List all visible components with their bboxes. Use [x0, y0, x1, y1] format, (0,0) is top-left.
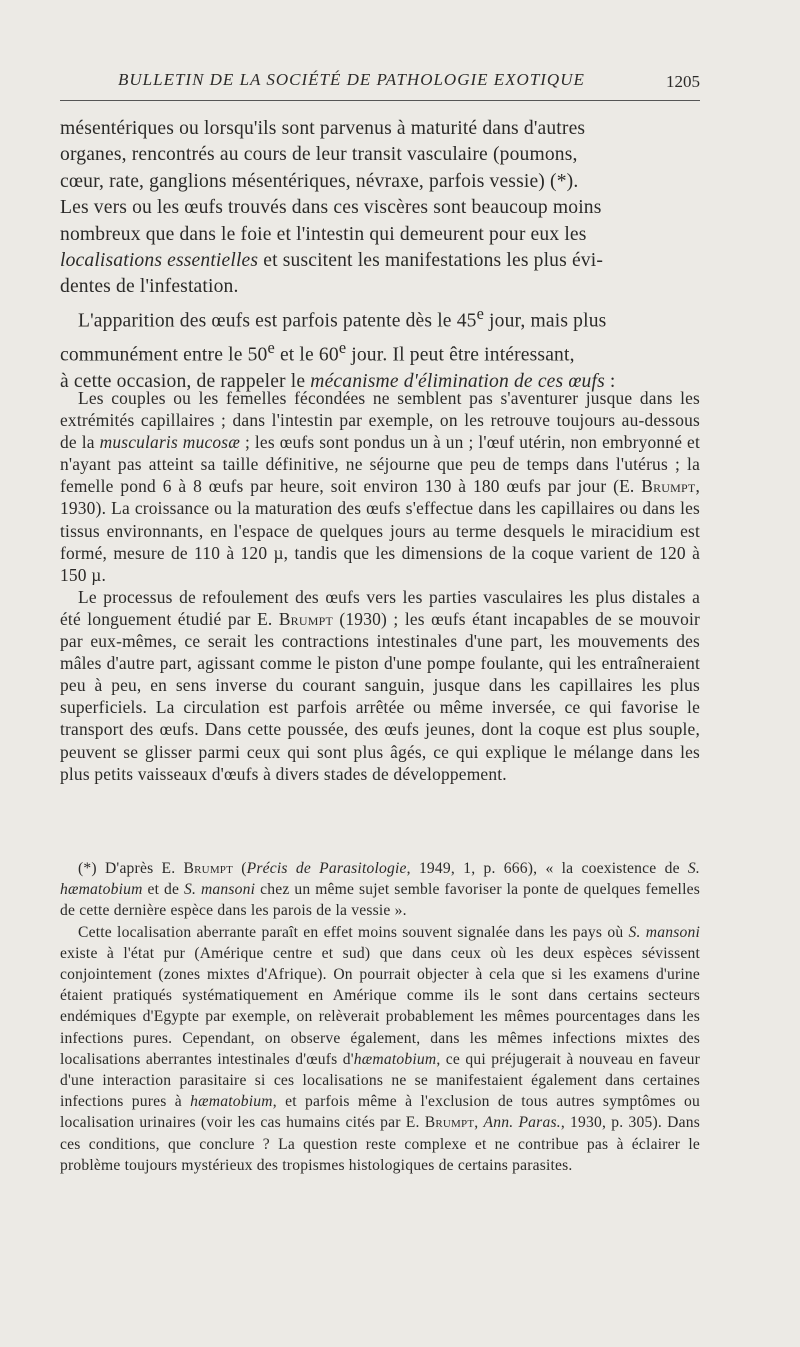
footnote	[60, 858, 700, 922]
text-line: organes, rencontrés au cours de leur transit vasculaire (poumons,	[60, 144, 578, 166]
small-print-section	[60, 387, 700, 785]
text-line: mésentériques ou lorsqu'ils sont parvenus à maturité dans d'autres	[60, 118, 586, 139]
superscript: e	[338, 337, 347, 357]
text: (1930) ; les œufs étant incapables de se mouvoir par eux-mêmes, ce serait les contractions intestinales d'une part, les mouvements des mâles d'autre part, agissant comme le piston d'une pompe foulante, qui les entraîneraient peu à peu, en sens inverse du courant sanguin, jusque dans les capillaires les plus superficiels. La circulation est parfois arrêtée ou même inversée, ce qui favorise le transport des œufs. Dans cette poussée, des œufs jeunes, dont la coque est plus souple, peuvent se glisser parmi ceux qui sont plus âgés, ce qui explique le mélange dans les plus petits vaisseaux d'œufs à divers stades de développement.	[60, 608, 700, 784]
text-line: communément entre le 50	[60, 344, 268, 366]
text: , ce qui préjugerait à nouveau en faveur d'une interaction parasitaire si ces localisations ne se manifestaient également dans certaines infections pures à	[60, 1050, 700, 1111]
page-number: 1205	[666, 72, 700, 91]
text-line: jour. Il peut être intéressant,	[346, 344, 575, 366]
paragraph	[60, 586, 700, 785]
superscript: e	[476, 303, 484, 323]
text-line: L'apparition des œufs est parfois patente dès le 45	[78, 310, 477, 332]
text-line: nombreux que dans le foie et l'intestin qui demeurent pour eux les	[60, 223, 587, 245]
species-name: S. hæmatobium	[60, 860, 700, 899]
text-line: à cette occasion, de rappeler le	[60, 370, 311, 392]
text-line: :	[604, 370, 616, 392]
author-name: Brumpt	[183, 860, 234, 877]
emphasis: mécanisme d'élimination de ces œufs	[310, 370, 605, 392]
text-line: Les vers ou les œufs trouvés dans ces viscères sont beaucoup moins	[60, 197, 602, 219]
species-name: hæmatobium	[190, 1093, 273, 1111]
text: , et parfois même à l'exclusion de tous autres symptômes ou localisation urinaires (voir les cas humains cités par E.	[60, 1093, 701, 1132]
emphasis: localisations essentielles	[60, 250, 259, 272]
running-title: BULLETIN DE LA SOCIÉTÉ DE PATHOLOGIE EXOTIQUE	[118, 70, 585, 89]
text: (	[233, 860, 247, 877]
journal-title: Ann. Paras.	[483, 1114, 561, 1132]
paragraph	[60, 301, 700, 395]
species-name: S. mansoni	[183, 881, 256, 899]
author-name: Brumpt	[278, 608, 334, 629]
paragraph	[60, 116, 700, 301]
species-name: S. mansoni	[628, 923, 700, 941]
text: , 1930). La croissance ou la maturation des œufs s'effectue dans les capillaires ou dans les tissus environnants, en l'espace de quelques jours au terme desquels le miracidium est formé, mesure de 110 à 120 µ, tandis que les dimensions de la coque varient de 120 à 150 µ.	[60, 476, 700, 585]
book-title: Précis de Parasitologie	[246, 860, 407, 877]
text: chez un même sujet semble favoriser la ponte de quelques femelles de cette dernière espèce dans les parois de la vessie ».	[60, 881, 700, 920]
text-line: et suscitent les manifestations les plus évi-	[258, 250, 604, 272]
page-header	[60, 70, 700, 100]
author-name: Brumpt	[424, 1114, 475, 1132]
footnotes	[60, 858, 700, 1176]
main-text	[60, 116, 700, 395]
superscript: e	[267, 337, 275, 357]
text-line: et le 60	[274, 344, 339, 366]
text-line: dentes de l'infestation.	[60, 276, 239, 298]
text: existe à l'état pur (Amérique centre et sud) que dans ceux où les deux espèces sévissent conjointement (zones mixtes d'Afrique). On pourrait objecter à cela que si les examens d'urine étaient pratiqués systématiquement en Amérique comme ils le sont dans certains secteurs endémiques d'Egypte par exemple, on relèverait probablement les mêmes pourcentages dans les infections pures. Cependant, on observe également, dans les mêmes infections mixtes des localisations aberrantes intestinales d'œufs d'	[60, 944, 700, 1068]
footnote	[60, 922, 700, 1176]
text: Cette localisation aberrante paraît en effet moins souvent signalée dans les pays où	[78, 923, 629, 941]
header-rule	[60, 100, 700, 101]
author-name: Brumpt	[641, 476, 696, 497]
text: (*) D'après E.	[78, 860, 184, 877]
species-name: hæmatobium	[353, 1050, 437, 1068]
paragraph	[60, 387, 700, 586]
text: , 1949, 1, p. 666), « la coexistence de	[406, 860, 688, 877]
text: , 1930, p. 305). Dans ces conditions, que conclure ? La question reste complexe et ne contribue pas à éclairer le problème toujours mystérieux des tropismes histologiques de certains parasites.	[60, 1114, 700, 1174]
text: et de	[142, 881, 184, 899]
text: ; les œufs sont pondus un à un ; l'œuf utérin, non embryonné et n'ayant pas atteint sa taille définitive, ne séjourne que peu de temps dans l'utérus ; la femelle pond 6 à 8 œufs par heure, soit environ 130 à 180 œufs par jour (E.	[60, 432, 700, 497]
emphasis: muscularis mucosæ	[99, 432, 241, 453]
text-line: cœur, rate, ganglions mésentériques, névraxe, parfois vessie) (*).	[60, 170, 579, 192]
text: Les couples ou les femelles fécondées ne semblent pas s'aventurer jusque dans les extrémités capillaires ; dans l'intestin par exemple, on les retrouve toujours au-dessous de la	[60, 388, 700, 453]
text: ,	[474, 1114, 484, 1132]
text-line: jour, mais plus	[484, 310, 607, 332]
text: Le processus de refoulement des œufs vers les parties vasculaires les plus distales a été longuement étudié par E.	[60, 586, 700, 629]
